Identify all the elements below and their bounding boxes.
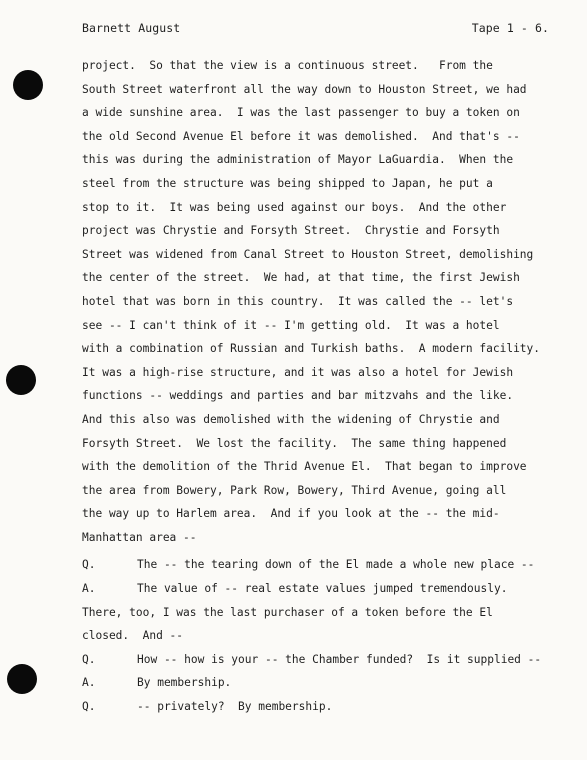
text-line: Forsyth Street. We lost the facility. The same thing happened (82, 436, 507, 450)
qa-continuation-line: There, too, I was the last purchaser of a token before the El (82, 605, 493, 619)
punch-hole-top (13, 70, 43, 100)
text-line: stop to it. It was being used against our boys. And the other (82, 200, 507, 214)
text-line: And this also was demolished with the widening of Chrystie and (82, 412, 500, 426)
text-line: It was a high-rise structure, and it was also a hotel for Jewish (82, 365, 514, 379)
text-line: see -- I can't think of it -- I'm getting old. It was a hotel (82, 318, 500, 332)
tape-number: Tape 1 - 6. (471, 21, 549, 35)
text-line: the old Second Avenue El before it was demolished. And that's -- (82, 129, 520, 143)
qa-text: By membership. (137, 676, 232, 690)
qa-line (82, 671, 562, 695)
text-line: the area from Bowery, Park Row, Bowery, Third Avenue, going all (82, 483, 507, 497)
punch-hole-bottom (7, 664, 37, 694)
punch-hole-middle (6, 365, 36, 395)
text-line: project was Chrystie and Forsyth Street. Chrystie and Forsyth (82, 224, 500, 238)
interviewee-name: Barnett August (82, 21, 181, 35)
qa-continuation-line: closed. And -- (82, 629, 184, 643)
text-line: steel from the structure was being shipped to Japan, he put a (82, 176, 493, 190)
qa-exchange (82, 553, 562, 577)
qa-exchange (82, 695, 562, 719)
qa-line (82, 577, 562, 601)
transcript-body (82, 54, 562, 719)
text-line: Street was widened from Canal Street to Houston Street, demolishing (82, 247, 534, 261)
text-line: the center of the street. We had, at that time, the first Jewish (82, 271, 520, 285)
text-line: hotel that was born in this country. It was called the -- let's (82, 294, 514, 308)
text-line: South Street waterfront all the way down to Houston Street, we had (82, 82, 527, 96)
qa-line (82, 648, 562, 672)
qa-line (82, 553, 562, 577)
text-line: project. So that the view is a continuous street. From the (82, 59, 493, 72)
text-line: with the demolition of the Thrid Avenue El. That began to improve (82, 460, 527, 474)
text-line: with a combination of Russian and Turkish baths. A modern facility. (82, 342, 541, 356)
qa-exchange (82, 577, 562, 648)
speaker-mark: Q. (82, 652, 96, 666)
text-line: a wide sunshine area. I was the last passenger to buy a token on (82, 106, 520, 120)
qa-exchange (82, 671, 562, 695)
speaker-mark: Q. (82, 700, 96, 714)
speaker-mark: A. (82, 676, 96, 690)
text-line: this was during the administration of Mayor LaGuardia. When the (82, 153, 514, 167)
text-line: the way up to Harlem area. And if you look at the -- the mid- (82, 507, 500, 521)
qa-text: The -- the tearing down of the El made a whole new place -- (137, 558, 535, 572)
qa-text: -- privately? By membership. (137, 700, 333, 714)
qa-exchange (82, 648, 562, 672)
text-line: functions -- weddings and parties and bar mitzvahs and the like. (82, 389, 514, 403)
qa-line (82, 695, 562, 719)
speaker-mark: A. (82, 582, 96, 596)
qa-text: The value of -- real estate values jumped tremendously. (137, 582, 508, 596)
qa-text: How -- how is your -- the Chamber funded? Is it supplied -- (137, 652, 542, 666)
narrative-paragraph (82, 54, 562, 549)
speaker-mark: Q. (82, 558, 96, 572)
text-line: Manhattan area -- (82, 530, 197, 544)
